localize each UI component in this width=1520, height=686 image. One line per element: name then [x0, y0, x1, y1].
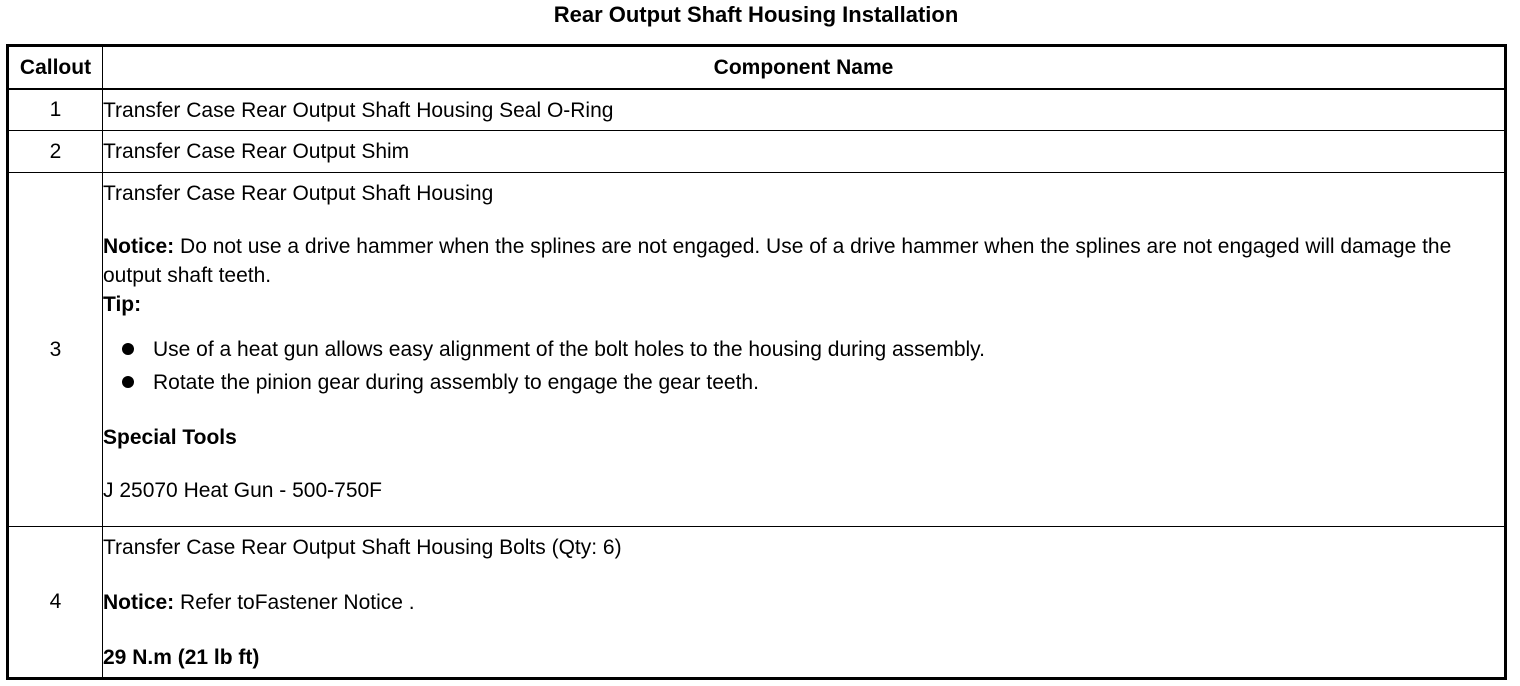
- header-component-name: Component Name: [103, 46, 1506, 90]
- document-title: Rear Output Shaft Housing Installation: [553, 2, 959, 27]
- tip-text: Use of a heat gun allows easy alignment of the bolt holes to the housing during assembly.: [153, 338, 985, 361]
- bullet-icon: [122, 343, 134, 355]
- callout-number: 4: [8, 527, 103, 679]
- component-description: [103, 173, 1506, 527]
- special-tools-label: Special Tools: [103, 426, 237, 449]
- component-name: Transfer Case Rear Output Shim: [103, 131, 1506, 173]
- table-row: [8, 89, 1506, 131]
- tip-text: Rotate the pinion gear during assembly to engage the gear teeth.: [153, 371, 759, 394]
- torque-spec: 29 N.m (21 lb ft): [103, 646, 260, 669]
- table-header-row: [8, 46, 1506, 90]
- notice-block: [103, 588, 1504, 617]
- component-name: Transfer Case Rear Output Shaft Housing: [103, 182, 494, 205]
- header-callout: Callout: [8, 46, 103, 90]
- callout-table: [6, 44, 1507, 680]
- table-row: [8, 527, 1506, 679]
- notice-label: Notice:: [103, 235, 175, 258]
- notice-text: Refer toFastener Notice .: [174, 591, 415, 614]
- table-row: [8, 173, 1506, 527]
- component-name: Transfer Case Rear Output Shaft Housing Seal O-Ring: [103, 89, 1506, 131]
- callout-number: 2: [8, 131, 103, 173]
- special-tools-value: J 25070 Heat Gun - 500-750F: [103, 479, 383, 502]
- notice-label: Notice:: [103, 591, 175, 614]
- tip-label: Tip:: [103, 293, 142, 316]
- notice-block: [103, 232, 1504, 290]
- list-item: [103, 366, 1504, 399]
- component-description: [103, 527, 1506, 679]
- notice-text: Do not use a drive hammer when the splines are not engaged. Use of a drive hammer when the splines are not engaged will damage the output shaft teeth.: [103, 235, 1452, 287]
- table-row: [8, 131, 1506, 173]
- bullet-icon: [122, 376, 134, 388]
- component-name: Transfer Case Rear Output Shaft Housing Bolts (Qty: 6): [103, 536, 622, 559]
- list-item: [103, 333, 1504, 366]
- tip-list: [103, 333, 1504, 399]
- callout-number: 3: [8, 173, 103, 527]
- callout-number: 1: [8, 89, 103, 131]
